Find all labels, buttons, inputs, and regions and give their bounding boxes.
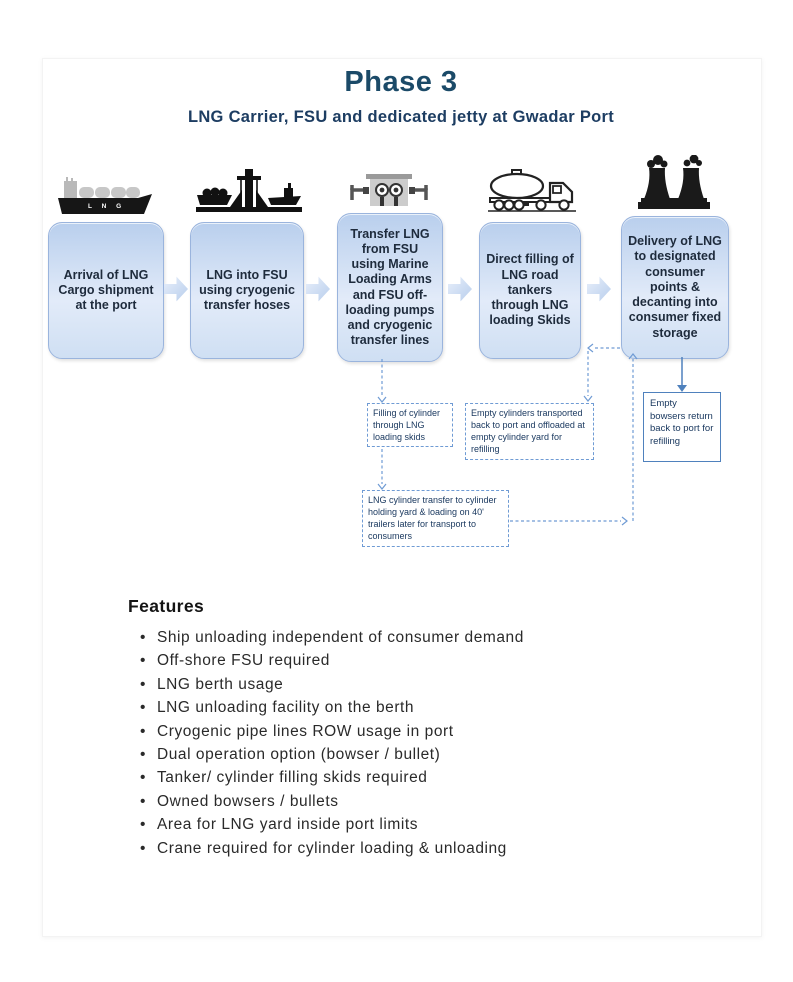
ship-hull-label: L N G (88, 203, 126, 210)
note-cylinder-transfer: LNG cylinder transfer to cylinder holding yard & loading on 40' trailers later for transport to consumers (362, 490, 509, 547)
feature-item: • Crane required for cylinder loading & unloading (138, 837, 614, 860)
flow-step-1-label: Arrival of LNG Cargo shipment at the port (58, 267, 154, 313)
flow-step-2-box (190, 222, 304, 359)
phase-subtitle: LNG Carrier, FSU and dedicated jetty at Gwadar Port (187, 108, 615, 126)
phase-title: Phase 3 (344, 66, 458, 98)
feature-item: • Ship unloading independent of consumer demand (138, 626, 614, 649)
note-empty-cylinders: Empty cylinders transported back to port and offloaded at empty cylinder yard for refilling (465, 403, 594, 460)
flow-step-4-label: Direct filling of LNG road tankers through LNG loading Skids (486, 252, 574, 328)
note-filling-cylinder: Filling of cylinder through LNG loading skids (367, 403, 453, 447)
flow-step-2-label: LNG into FSU using cryogenic transfer hoses (199, 267, 295, 313)
features-list (138, 626, 614, 860)
features-heading: Features (128, 596, 205, 616)
flow-step-3-label: Transfer LNG from FSU using Marine Loading Arms and FSU off-loading pumps and cryogenic transfer lines (345, 226, 435, 348)
feature-item: • Cryogenic pipe lines ROW usage in port (138, 720, 614, 743)
flow-step-5-box (621, 216, 729, 359)
flow-step-3-box (337, 213, 443, 362)
fsu-port-transfer-icon (196, 163, 302, 220)
feature-item: • Off-shore FSU required (138, 649, 614, 672)
feature-item: • LNG berth usage (138, 673, 614, 696)
note-empty-bowsers: Empty bowsers return back to port for refilling (643, 392, 721, 462)
feature-item: • Tanker/ cylinder filling skids required (138, 766, 614, 789)
lng-road-tanker-icon (486, 167, 578, 220)
feature-item: • LNG unloading facility on the berth (138, 696, 614, 719)
lng-carrier-ship-icon (56, 174, 156, 221)
flow-step-1-box (48, 222, 164, 359)
feature-item: • Owned bowsers / bullets (138, 790, 614, 813)
flow-step-4-box (479, 222, 581, 359)
flow-step-5-label: Delivery of LNG to designated consumer points & decanting into consumer fixed storage (628, 234, 722, 340)
consumer-plant-icon (636, 155, 712, 218)
feature-item: • Area for LNG yard inside port limits (138, 813, 614, 836)
marine-loading-arms-icon (344, 169, 434, 218)
feature-item: • Dual operation option (bowser / bullet) (138, 743, 614, 766)
